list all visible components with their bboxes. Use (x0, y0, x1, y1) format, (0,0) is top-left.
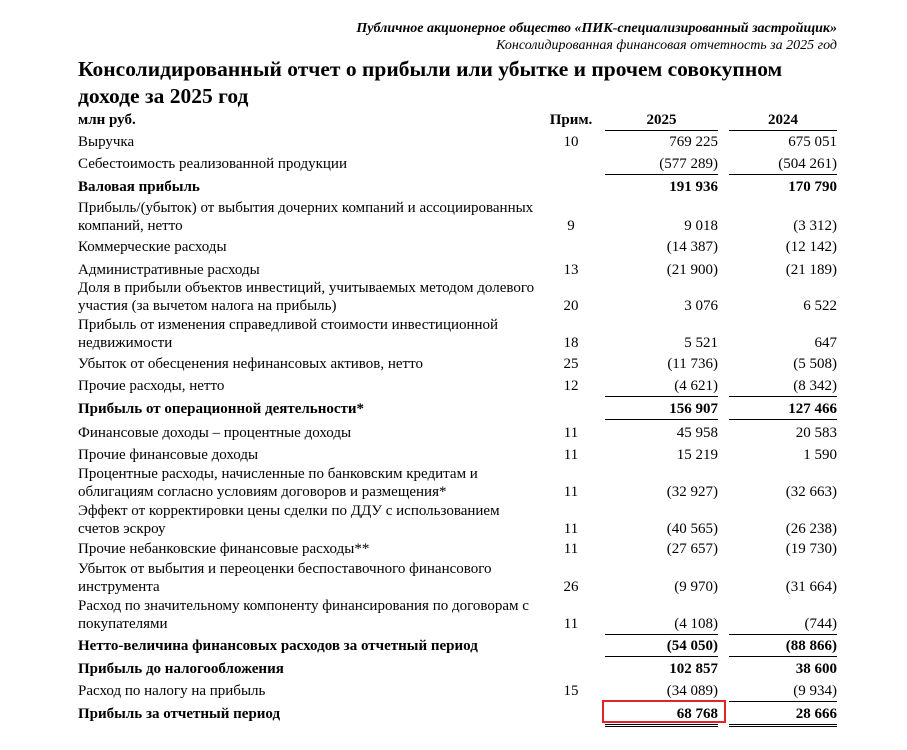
row-value-2025: (54 050) (605, 637, 718, 657)
row-note: 11 (563, 521, 579, 537)
row-note: 11 (563, 616, 579, 632)
row-value-2025: 3 076 (684, 298, 718, 314)
row-value-2024: 127 466 (729, 400, 837, 420)
row-note: 10 (563, 134, 579, 150)
row-label: Эффект от корректировки цены сделки по ДДУ с использованием счетов эскроу (78, 503, 500, 537)
row-label: Прибыль до налогообложения (78, 661, 284, 677)
row-value-2025: 156 907 (605, 400, 718, 420)
row-value-2025: (40 565) (666, 521, 718, 537)
row-value-2025: (27 657) (666, 541, 718, 557)
row-value-2024: (744) (729, 615, 837, 635)
row-note: 18 (563, 335, 579, 351)
row-value-2025: (32 927) (666, 484, 718, 500)
row-value-2024: (21 189) (785, 262, 837, 278)
row-value-2025: (9 970) (674, 579, 718, 595)
row-label: Прочие финансовые доходы (78, 447, 259, 463)
row-label: Процентные расходы, начисленные по банковским кредитам и облигациям согласно условиям договоров и размещения* (78, 466, 478, 500)
row-value-2024: (3 312) (793, 218, 837, 234)
year-2025-header: 2025 (605, 111, 718, 131)
row-value-2024: (32 663) (785, 484, 837, 500)
row-value-2024: 170 790 (788, 179, 837, 195)
row-value-2024: (19 730) (785, 541, 837, 557)
row-value-2024: 1 590 (803, 447, 837, 463)
row-label: Прочие расходы, нетто (78, 378, 225, 394)
row-label: Прибыль от изменения справедливой стоимости инвестиционной недвижимости (78, 317, 499, 351)
row-value-2024: 647 (814, 335, 837, 351)
row-value-2024: 38 600 (795, 661, 837, 677)
note-column-header: Прим. (549, 112, 593, 128)
row-value-2024: 6 522 (803, 298, 837, 314)
unit-label: млн руб. (78, 112, 136, 128)
row-note: 13 (563, 262, 579, 278)
row-note: 11 (563, 541, 579, 557)
row-note: 20 (563, 298, 579, 314)
row-value-2024: (26 238) (785, 521, 837, 537)
row-label: Расход по налогу на прибыль (78, 683, 266, 699)
row-value-2024: (5 508) (793, 356, 837, 372)
report-subtitle: Консолидированная финансовая отчетность за 2025 год (496, 38, 837, 53)
row-label: Доля в прибыли объектов инвестиций, учитываемых методом долевого участия (за вычетом налога на прибыль) (78, 280, 535, 314)
row-label: Убыток от выбытия и переоценки беспоставочного финансового инструмента (78, 561, 492, 595)
row-label: Нетто-величина финансовых расходов за отчетный период (78, 638, 478, 654)
row-value-2024: 675 051 (788, 134, 837, 150)
page-title: Консолидированный отчет о прибыли или убытке и прочем совокупном доходе за 2025 год (78, 57, 783, 108)
row-value-2025: 15 219 (676, 447, 718, 463)
row-value-2024: 20 583 (795, 425, 837, 441)
row-note: 12 (563, 378, 579, 394)
row-note: 11 (563, 425, 579, 441)
row-note: 11 (563, 484, 579, 500)
row-value-2025: (577 289) (605, 155, 718, 175)
row-note: 26 (563, 579, 579, 595)
row-note: 15 (563, 683, 579, 699)
row-label: Убыток от обесценения нефинансовых активов, нетто (78, 356, 423, 372)
row-label: Себестоимость реализованной продукции (78, 156, 347, 172)
row-value-2024: (88 866) (729, 637, 837, 657)
company-name: Публичное акционерное общество «ПИК-специализированный застройщик» (356, 21, 837, 36)
row-value-2025: 191 936 (669, 179, 718, 195)
row-note: 25 (563, 356, 579, 372)
row-value-2025: (4 108) (605, 615, 718, 635)
row-value-2025: (34 089) (605, 682, 718, 702)
row-value-2024: (31 664) (785, 579, 837, 595)
row-value-2025: 769 225 (669, 134, 718, 150)
row-label: Финансовые доходы – процентные доходы (78, 425, 352, 441)
row-label: Административные расходы (78, 262, 260, 278)
row-value-2024: (504 261) (729, 155, 837, 175)
year-2024-header: 2024 (729, 111, 837, 131)
row-label: Прибыль от операционной деятельности* (78, 401, 365, 417)
row-label: Валовая прибыль (78, 179, 200, 195)
row-label: Прибыль/(убыток) от выбытия дочерних компаний и ассоциированных компаний, нетто (78, 200, 534, 234)
row-value-2025: (14 387) (666, 239, 718, 255)
row-label: Расход по значительному компоненту финансирования по договорам с покупателями (78, 598, 529, 632)
row-value-2024: 28 666 (729, 705, 837, 727)
row-label: Прибыль за отчетный период (78, 706, 281, 722)
row-value-2025: 9 018 (684, 218, 718, 234)
row-value-2024: (8 342) (729, 377, 837, 397)
row-label: Выручка (78, 134, 135, 150)
row-note: 11 (563, 447, 579, 463)
row-value-2025: 102 857 (669, 661, 718, 677)
row-value-2025: 45 958 (676, 425, 718, 441)
row-value-2025: 5 521 (684, 335, 718, 351)
row-value-2024: (9 934) (729, 682, 837, 702)
row-value-2025: 68 768 (605, 705, 718, 727)
row-value-2024: (12 142) (785, 239, 837, 255)
row-label: Прочие небанковские финансовые расходы** (78, 541, 370, 557)
highlight-box (602, 700, 726, 723)
row-value-2025: (4 621) (605, 377, 718, 397)
row-value-2025: (21 900) (666, 262, 718, 278)
row-label: Коммерческие расходы (78, 239, 227, 255)
row-note: 9 (567, 218, 575, 234)
row-value-2025: (11 736) (667, 356, 718, 372)
